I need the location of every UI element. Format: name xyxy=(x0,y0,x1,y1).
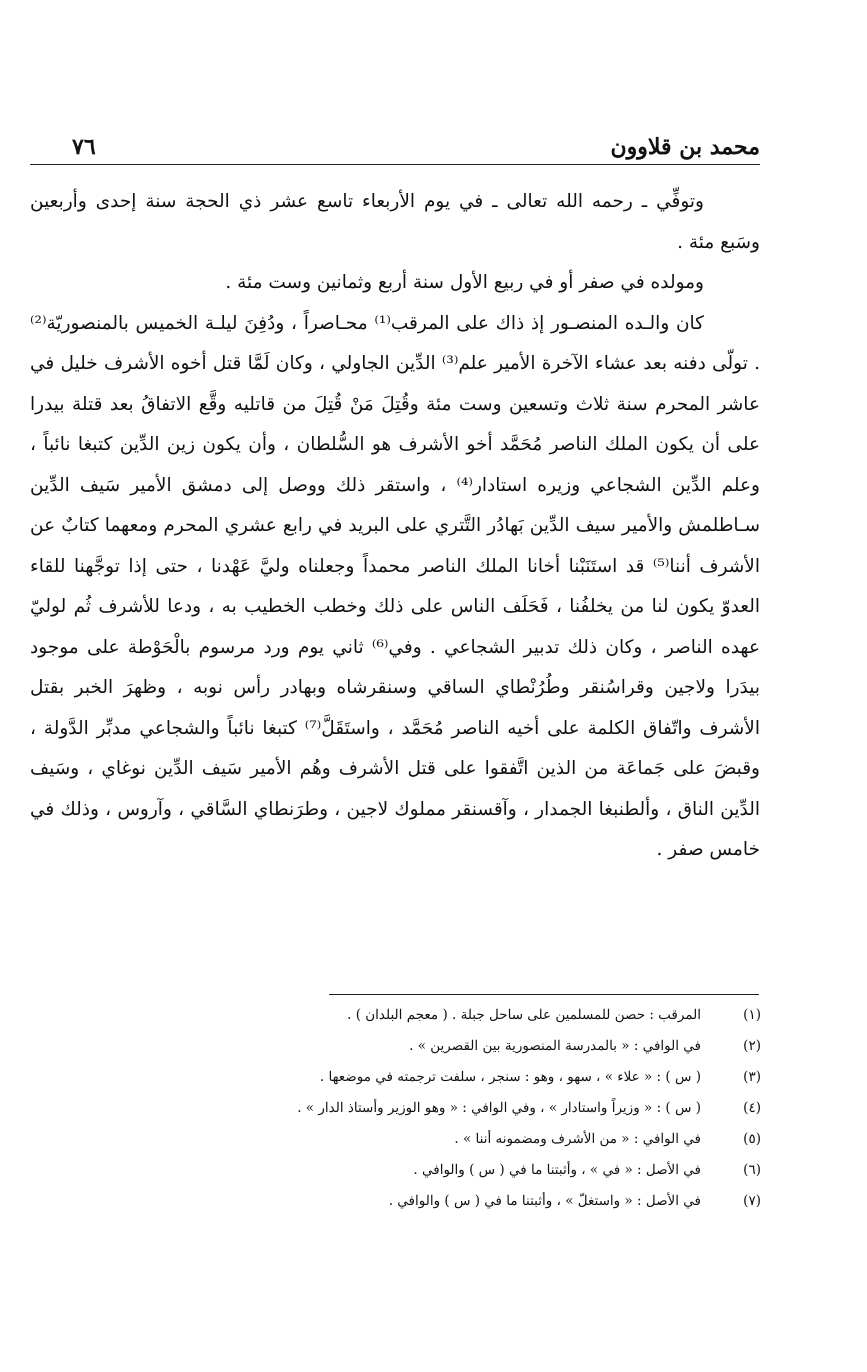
footnote-text: في الأصل : « في » ، وأثبتنا ما في ( س ) والوافي . xyxy=(413,1162,701,1178)
footnote-separator xyxy=(329,994,759,995)
footnote-number: (٦) xyxy=(743,1162,761,1178)
footnote-text: في الوافي : « بالمدرسة المنصورية بين القصرين » . xyxy=(409,1038,701,1054)
footnote-number: (٤) xyxy=(743,1100,761,1116)
footnote-item xyxy=(109,1031,759,1062)
footnote-number: (١) xyxy=(743,1007,761,1023)
footnote-text: المرقب : حصن للمسلمين على ساحل جبلة . ( معجم البلدان ) . xyxy=(347,1007,701,1023)
footnote-item xyxy=(109,1155,759,1186)
page-header xyxy=(30,128,760,165)
paragraph-history: كان والـده المنصـور إذ ذاك على المرقب⁽¹⁾ محـاصراً ، ودُفِنَ ليلـة الخميس بالمنصوريّة⁽²⁾ . تولّى دفنه بعد عشاء الآخرة الأمير علم⁽³⁾ الدِّين الجاولي ، وكان لَمَّا قتل أخوه الأشرف خليل في عاشر المحرم سنة ثلاث وتسعين وست مئة وقُتِلَ مَنْ قُتِلَ من قاتليه وقَّع الاتفاقُ بعد قتلة بيدرا على أن يكون الملك الناصر مُحَمَّد أخو الأشرف هو السُّلطان ، وأن يكون زين الدِّين كتبغا نائباً ، وعلم الدِّين الشجاعي وزيره استادار⁽⁴⁾ ، واستقر ذلك ووصل إلى دمشق الأمير سَيف الدِّين سـاطلمش والأمير سيف الدِّين بَهادُر التَّتري على البريد في رابع عشري المحرم ومعهما كتابٌ عن الأشرف أننا⁽⁵⁾ قد استَنَبْنا أخانا الملك الناصر محمداً وجعلناه وليَّ عَهْدنا ، حتى إذا توجَّهنا للقاء العدوّ يكون لنا من يخلفُنا ، فَحَلَف الناس على ذلك وخطب الخطيب به ، ودعا للأشرف ثُم لوليّ عهده الناصر ، وكان ذلك تدبير الشجاعي . وفي⁽⁶⁾ ثاني يوم ورد مرسوم بالْحَوْطة على موجود بيدَرا ولاجين وقراسُنقر وطُرُنْطاي الساقي وسنقرشاه وبهادر رأس نوبه ، وظهرَ الخبر بقتل الأشرف واتّفاق الكلمة على أخيه الناصر مُحَمَّد ، واستَقَلَّ⁽⁷⁾ كتبغا نائباً والشجاعي مدبِّر الدَّولة ، وقبضَ على جَماعَة من الذين اتَّفقوا على قتل الأشرف وهُم الأمير سَيف الدِّين نوغاي ، وسَيف الدِّين الناق ، وألطنبغا الجمدار ، وآقسنقر مملوك لاجين ، وطرَنطاي السَّاقي ، وآروس ، وذلك في خامس صفر . xyxy=(30,312,760,860)
footnote-text: في الأصل : « واستغلّ » ، وأثبتنا ما في ( س ) والوافي . xyxy=(388,1193,701,1209)
footnotes-list xyxy=(109,1000,759,1217)
footnote-number: (٣) xyxy=(743,1069,761,1085)
paragraph-birth: ومولده في صفر أو في ربيع الأول سنة أربع وثمانين وست مئة . xyxy=(225,272,704,293)
page-number: ٧٦ xyxy=(72,134,96,160)
footnote-number: (٢) xyxy=(743,1038,761,1054)
footnote-text: ( س ) : « وزيراً واستادار » ، وفي الوافي : « وهو الوزير وأستاذ الدار » . xyxy=(297,1100,701,1116)
footnote-item xyxy=(109,1093,759,1124)
footnote-item xyxy=(109,1186,759,1217)
footnote-item xyxy=(109,1124,759,1155)
footnote-item xyxy=(109,1062,759,1093)
footnote-text: ( س ) : « علاء » ، سهو ، وهو : سنجر ، سلفت ترجمته في موضعها . xyxy=(319,1069,701,1085)
footnote-number: (٥) xyxy=(743,1131,761,1147)
footnote-item xyxy=(109,1000,759,1031)
paragraph-death: وتوفِّي ـ رحمه الله تعالى ـ في يوم الأربعاء تاسع عشر ذي الحجة سنة إحدى وأربعين وسَبع مئة . xyxy=(30,191,760,253)
main-text xyxy=(30,182,760,871)
footnote-text: في الوافي : « من الأشرف ومضمونه أننا » . xyxy=(454,1131,701,1147)
running-title: محمد بن قلاوون xyxy=(610,134,760,160)
footnote-number: (٧) xyxy=(743,1193,761,1209)
